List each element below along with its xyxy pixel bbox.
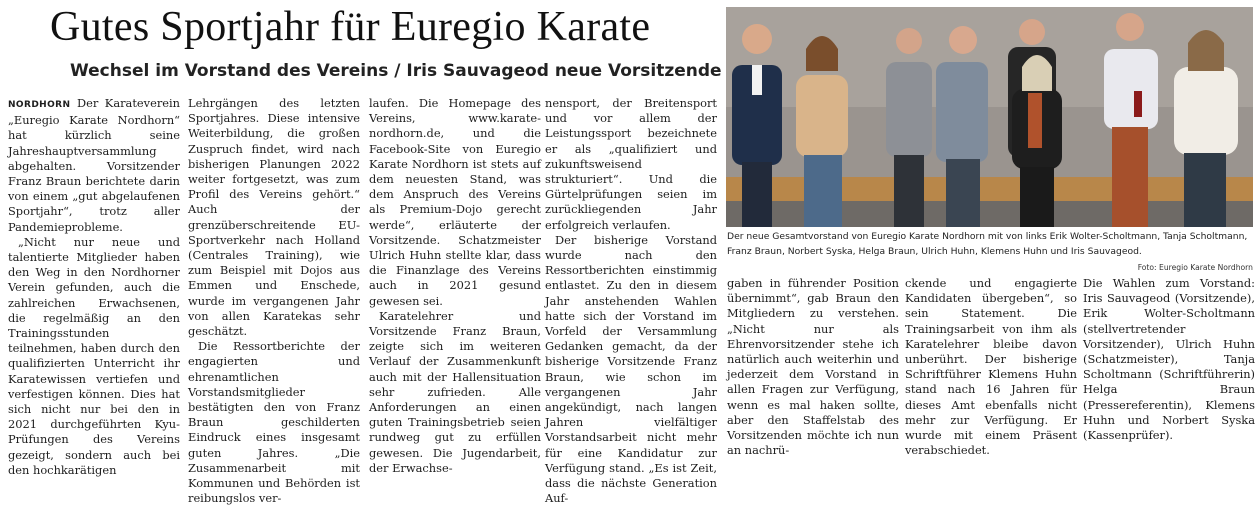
article-column-2	[188, 96, 360, 506]
paragraph: laufen. Die Homepage des Vereins, www.karate-nordhorn.de, und die Facebook-Site von Euregio Karate Nordhorn ist stets auf dem neuesten Stand, was dem Anspruch des Vereins als Premium-Dojo gerecht werde“, erläuterte der Vorsitzende. Schatzmeister Ulrich Huhn stellte klar, dass die Finanzlage des Vereins auch in 2021 gesund gewesen sei.	[369, 96, 541, 308]
dateline: NORDHORN	[8, 100, 71, 110]
article-column-5	[727, 276, 899, 488]
article-column-4	[545, 96, 717, 506]
article-column-3	[369, 96, 541, 488]
paragraph: „Nicht nur neue und talentierte Mitglieder haben den Weg in den Nordhorner Verein gefunden, auch die zahlreichen Erwachsenen, die regelmäßig an den Trainingsstunden teilnehmen, haben durch den qualifizierten Unterricht ihr Karatewissen vertiefen und verfestigen können. Dies hat sich nicht nur bei den in 2021 durchgeführten Kyu-Prüfungen des Vereins gezeigt, sondern auch bei den hochkarätigen	[8, 234, 180, 477]
paragraph-text: Der Karateverein „Euregio Karate Nordhorn“ hat kürzlich seine Jahreshauptversammlung abgehalten. Vorsitzender Franz Braun berichtete darin von einem „gut abgelaufenen Sportjahr“, trotz aller Pandemieprobleme.	[8, 96, 181, 234]
paragraph: Die Wahlen zum Vorstand: Iris Sauvageod (Vorsitzende), Erik Wolter-Scholtmann (stellvertretender Vorsitzender), Ulrich Huhn (Schatzmeister), Tanja Scholtmann (Schriftführerin) Helga Braun (Pressereferentin), Klemens Huhn und Norbert Syska (Kassenprüfer).	[1083, 276, 1255, 443]
group-photo-illustration	[726, 7, 1253, 227]
photo-caption: Der neue Gesamtvorstand von Euregio Karate Nordhorn mit von links Erik Wolter-Scholtmann, Tanja Scholtmann, Franz Braun, Norbert Syska, Helga Braun, Ulrich Huhn, Klemens Huhn und Iris Sauvageod.	[727, 231, 1248, 257]
paragraph: Die Ressortberichte der engagierten und ehrenamtlichen Vorstandsmitglieder bestätigten den von Franz Braun geschilderten Eindruck eines insgesamt guten Jahres. „Die Zusammenarbeit mit Kommunen und Behörden ist reibungslos ver-	[188, 339, 360, 506]
paragraph: Karatelehrer und Vorsitzende Franz Braun, zeigte sich im weiteren Verlauf der Zusammenkunft auch mit der Hallensituation sehr zufrieden. Alle Anforderungen an einen guten Trainingsbetrieb seien rundweg gut zu erfüllen gewesen. Die Jugendarbeit, der Erwachse-	[369, 308, 541, 475]
article-column-7	[1083, 276, 1255, 488]
group-photo	[726, 7, 1253, 227]
subheadline: Wechsel im Vorstand des Vereins / Iris Sauvageod neue Vorsitzende	[70, 61, 722, 81]
photo-credit: Foto: Euregio Karate Nordhorn	[1137, 263, 1253, 272]
paragraph: Lehrgängen des letzten Sportjahres. Diese intensive Weiterbildung, die großen Zuspruch findet, wird nach bisherigen Planungen 2022 weiter fortgesetzt, was zum Profil des Vereins gehört.“ Auch der grenzüberschreitende EU-Sportverkehr nach Holland (Centrales Training), wie zum Beispiel mit Dojos aus Emmen und Enschede, wurde im vergangenen Jahr von allen Karatekas sehr geschätzt.	[188, 96, 360, 339]
paragraph: Der bisherige Vorstand wurde nach den Ressortberichten einstimmig entlastet. Zu den in diesem Jahr anstehenden Wahlen hatte sich der Vorstand im Vorfeld der Versammlung Gedanken gemacht, da der bisherige Vorsitzende Franz Braun, wie schon im vergangenen Jahr angekündigt, nach langen Jahren vielfältiger Vorstandsarbeit nicht mehr für eine Kandidatur zur Verfügung stand. „Es ist Zeit, dass die nächste Generation Auf-	[545, 232, 717, 506]
article-column-1	[8, 96, 180, 488]
headline: Gutes Sportjahr für Euregio Karate	[50, 4, 651, 50]
paragraph: gaben in führender Position übernimmt“, gab Braun den Mitgliedern zu verstehen. „Nicht nur als Ehrenvorsitzender stehe ich natürlich auch weiterhin und jederzeit dem Vorstand in allen Fragen zur Verfügung, wenn es mal haken sollte, aber den Staffelstab des Vorsitzenden möchte ich nun an nachrü-	[727, 276, 899, 458]
paragraph	[8, 96, 180, 235]
paragraph: ckende und engagierte Kandidaten übergeben“, so sein Statement. Die Trainingsarbeit von ihm als Karatelehrer bleibe davon unberührt. Der bisherige Schriftführer Klemens Huhn stand nach 16 Jahren für dieses Amt ebenfalls nicht mehr zur Verfügung. Er wurde mit einem Präsent verabschiedet.	[905, 276, 1077, 458]
paragraph: nensport, der Breitensport und vor allem der Leistungssport bezeichnete er als „qualifiziert und zukunftsweisend strukturiert“. Und die Gürtelprüfungen seien im zurückliegenden Jahr erfolgreich verlaufen.	[545, 96, 717, 232]
article-column-6	[905, 276, 1077, 488]
